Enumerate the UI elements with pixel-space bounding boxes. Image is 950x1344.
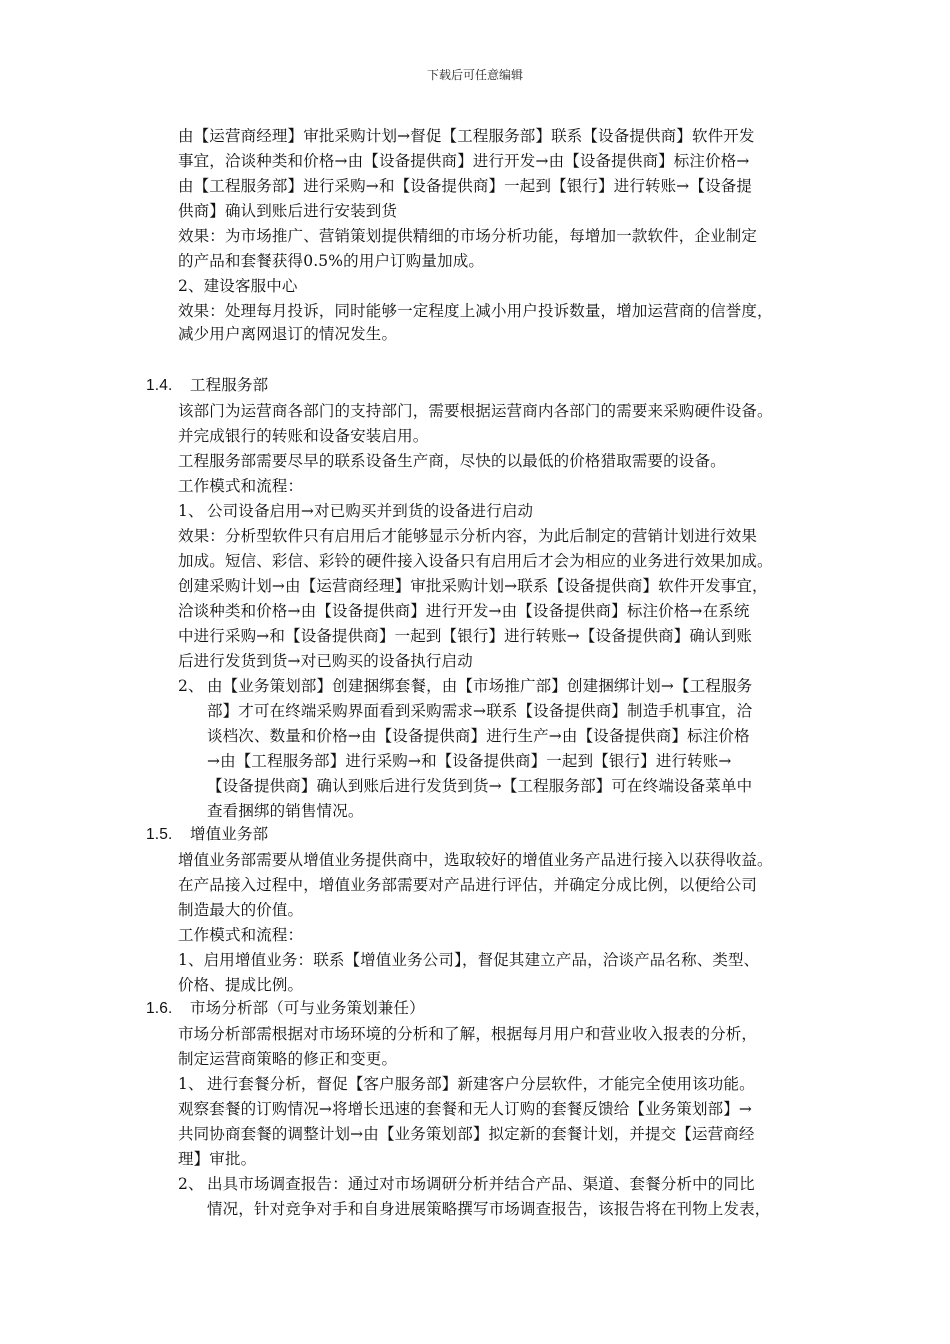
section-heading-1-4 xyxy=(146,373,268,398)
text-line: 制定运营商策略的修正和变更。 xyxy=(178,1050,398,1068)
section-heading-1-5 xyxy=(146,822,268,847)
list-number: 2、 xyxy=(178,677,204,695)
section-title: 工程服务部 xyxy=(190,376,269,394)
list-number: 2、 xyxy=(178,1175,204,1193)
text-line: 理】审批。 xyxy=(178,1150,257,1168)
text-line: 增值业务部需要从增值业务提供商中，选取较好的增值业务产品进行接入以获得收益。 xyxy=(178,851,773,869)
list-item xyxy=(178,499,533,523)
text-line: 中进行采购→和【设备提供商】一起到【银行】进行转账→【设备提供商】确认到账 xyxy=(178,627,753,645)
text-line: →由【工程服务部】进行采购→和【设备提供商】一起到【银行】进行转账→ xyxy=(207,752,732,770)
text-line: 工作模式和流程： xyxy=(178,926,304,944)
text-line: 减少用户离网退订的情况发生。 xyxy=(178,325,398,343)
text-line: 情况，针对竞争对手和自身进展策略撰写市场调查报告，该报告将在刊物上发表， xyxy=(207,1200,771,1218)
text-line: 价格、提成比例。 xyxy=(178,976,304,994)
text-line: 并完成银行的转账和设备安装启用。 xyxy=(178,427,429,445)
text-line: 加成。短信、彩信、彩铃的硬件接入设备只有启用后才会为相应的业务进行效果加成。 xyxy=(178,552,773,570)
section-number: 1.4. xyxy=(146,377,173,394)
text-line: 工作模式和流程： xyxy=(178,477,304,495)
section-heading-1-6 xyxy=(146,996,425,1021)
text-line: 的产品和套餐获得0.5%的用户订购量加成。 xyxy=(178,252,485,270)
page-header: 下载后可任意编辑 xyxy=(426,68,523,82)
list-text: 进行套餐分析，督促【客户服务部】新建客户分层软件，才能完全使用该功能。 xyxy=(207,1075,755,1093)
text-line: 供商】确认到账后进行安装到货 xyxy=(178,202,398,220)
text-line: 效果：分析型软件只有启用后才能够显示分析内容，为此后制定的营销计划进行效果 xyxy=(178,527,758,545)
text-line: 后进行发货到货→对已购买的设备执行启动 xyxy=(178,652,473,670)
section-title: 市场分析部（可与业务策划兼任） xyxy=(190,999,425,1017)
text-line: 创建采购计划→由【运营商经理】审批采购计划→联系【设备提供商】软件开发事宜， xyxy=(178,577,768,595)
text-line: 制造最大的价值。 xyxy=(178,901,304,919)
text-line: 效果：处理每月投诉，同时能够一定程度上减小用户投诉数量，增加运营商的信誉度， xyxy=(178,302,773,320)
text-line: 工程服务部需要尽早的联系设备生产商，尽快的以最低的价格猎取需要的设备。 xyxy=(178,452,726,470)
text-line: 谈档次、数量和价格→由【设备提供商】进行生产→由【设备提供商】标注价格 xyxy=(207,727,750,745)
text-line: 效果：为市场推广、营销策划提供精细的市场分析功能，每增加一款软件，企业制定 xyxy=(178,227,758,245)
text-line: 由【运营商经理】审批采购计划→督促【工程服务部】联系【设备提供商】软件开发 xyxy=(178,127,755,145)
text-line: 事宜，洽谈种类和价格→由【设备提供商】进行开发→由【设备提供商】标注价格→ xyxy=(178,152,750,170)
text-line: 洽谈种类和价格→由【设备提供商】进行开发→由【设备提供商】标注价格→在系统 xyxy=(178,602,750,620)
list-item xyxy=(178,674,752,698)
text-line: 【设备提供商】确认到账后进行发货到货→【工程服务部】可在终端设备菜单中 xyxy=(207,777,753,795)
list-number: 1、 xyxy=(178,1075,204,1093)
text-line: 在产品接入过程中，增值业务部需要对产品进行评估，并确定分成比例，以便给公司 xyxy=(178,876,758,894)
text-line: 该部门为运营商各部门的支持部门，需要根据运营商内各部门的需要来采购硬件设备。 xyxy=(178,402,773,420)
list-text: 由【业务策划部】创建捆绑套餐，由【市场推广部】创建捆绑计划→【工程服务 xyxy=(207,677,753,695)
text-line: 2、建设客服中心 xyxy=(178,277,298,295)
text-line: 市场分析部需根据对市场环境的分析和了解，根据每月用户和营业收入报表的分析， xyxy=(178,1025,758,1043)
list-text: 公司设备启用→对已购买并到货的设备进行启动 xyxy=(207,502,534,520)
text-line: 部】才可在终端采购界面看到采购需求→联系【设备提供商】制造手机事宜，洽 xyxy=(207,702,753,720)
section-number: 1.5. xyxy=(146,826,173,843)
list-item xyxy=(178,1172,755,1196)
list-number: 1、 xyxy=(178,502,204,520)
section-title: 增值业务部 xyxy=(190,825,269,843)
text-line: 共同协商套餐的调整计划→由【业务策划部】拟定新的套餐计划，并提交【运营商经 xyxy=(178,1125,755,1143)
list-text: 出具市场调查报告：通过对市场调研分析并结合产品、渠道、套餐分析中的同比 xyxy=(207,1175,755,1193)
text-line: 查看捆绑的销售情况。 xyxy=(207,802,364,820)
list-item xyxy=(178,1072,755,1096)
text-line: 由【工程服务部】进行采购→和【设备提供商】一起到【银行】进行转账→【设备提 xyxy=(178,177,753,195)
text-line: 1、启用增值业务：联系【增值业务公司】，督促其建立产品，洽谈产品名称、类型、 xyxy=(178,951,760,969)
text-line: 观察套餐的订购情况→将增长迅速的套餐和无人订购的套餐反馈给【业务策划部】→ xyxy=(178,1100,753,1118)
section-number: 1.6. xyxy=(146,1000,173,1017)
